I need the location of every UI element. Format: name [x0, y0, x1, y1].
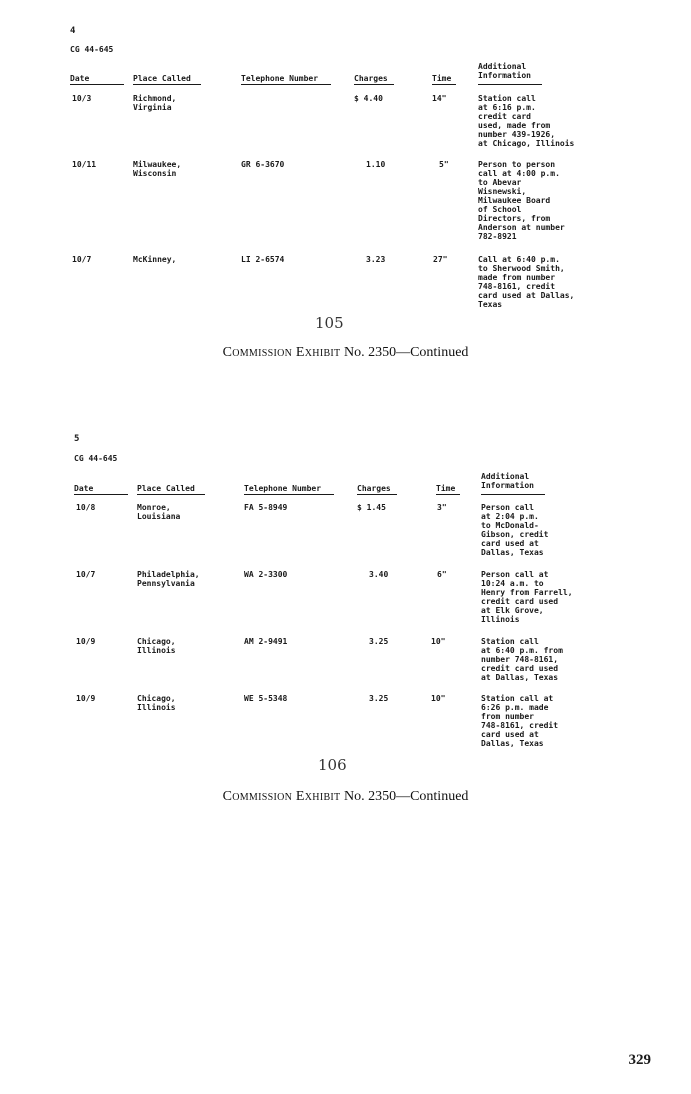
caption-continued: No. 2350—Continued [340, 789, 469, 804]
cell-charges: $ 1.45 [357, 503, 386, 512]
cell-date: 10/9 [76, 694, 96, 703]
cell-charges: 3.25 [369, 694, 389, 703]
cell-date: 10/9 [76, 637, 96, 646]
rule [241, 84, 331, 85]
rule [481, 494, 545, 495]
rule [70, 84, 124, 85]
header-place: Place Called [133, 74, 191, 83]
cell-phone: GR 6-3670 [241, 160, 285, 169]
cell-charges: 3.40 [369, 570, 389, 579]
cell-time: 10" [431, 637, 446, 646]
header-place: Place Called [137, 484, 195, 493]
cell-date: 10/11 [72, 160, 97, 169]
caption-title: Commission Exhibit [222, 345, 341, 360]
cell-phone: WE 5-5348 [244, 694, 288, 703]
caption-continued: No. 2350—Continued [340, 345, 469, 360]
cell-time: 6" [437, 570, 447, 579]
header-charges: Charges [357, 484, 391, 493]
cell-info: Call at 6:40 p.m. to Sherwood Smith, made from number 748-8161, credit card used at Dallas, Texas [478, 255, 575, 309]
rule [354, 84, 394, 85]
page-number: 5 [74, 434, 80, 444]
cell-place: Chicago, Illinois [137, 637, 176, 655]
cell-phone: WA 2-3300 [244, 570, 288, 579]
file-number: CG 44-645 [70, 45, 114, 54]
cell-phone: AM 2-9491 [244, 637, 288, 646]
cell-time: 14" [432, 94, 447, 103]
rule [133, 84, 201, 85]
stamped-page-number: 105 [315, 314, 344, 332]
rule [478, 84, 542, 85]
cell-info: Station call at 6:40 p.m. from number 748-8161, credit card used at Dallas, Texas [481, 637, 563, 682]
rule [244, 494, 334, 495]
cell-charges: $ 4.40 [354, 94, 383, 103]
header-time: Time [436, 484, 456, 493]
cell-place: Richmond, Virginia [133, 94, 177, 112]
cell-info: Person to person call at 4:00 p.m. to Abevar Wisnewski, Milwaukee Board of School Directors, from Anderson at number 782-8921 [478, 160, 565, 241]
cell-place: Milwaukee, Wisconsin [133, 160, 182, 178]
cell-date: 10/7 [72, 255, 92, 264]
rule [432, 84, 456, 85]
header-phone: Telephone Number [241, 74, 319, 83]
header-date: Date [70, 74, 90, 83]
cell-info: Person call at 10:24 a.m. to Henry from Farrell, credit card used at Elk Grove, Illinois [481, 570, 573, 624]
header-info: Additional Information [478, 62, 531, 80]
rule [74, 494, 128, 495]
cell-info: Station call at 6:16 p.m. credit card used, made from number 439-1926, at Chicago, Illinois [478, 94, 575, 148]
cell-place: Chicago, Illinois [137, 694, 176, 712]
file-number: CG 44-645 [74, 454, 118, 463]
cell-phone: LI 2-6574 [241, 255, 285, 264]
header-date: Date [74, 484, 94, 493]
cell-time: 27" [433, 255, 448, 264]
folio-page-number: 329 [628, 1052, 651, 1068]
cell-time: 3" [437, 503, 447, 512]
cell-date: 10/8 [76, 503, 96, 512]
cell-place: McKinney, [133, 255, 177, 264]
cell-place: Monroe, Louisiana [137, 503, 181, 521]
header-time: Time [432, 74, 452, 83]
cell-time: 5" [439, 160, 449, 169]
rule [357, 494, 397, 495]
page-number: 4 [70, 26, 76, 36]
cell-charges: 1.10 [366, 160, 386, 169]
cell-place: Philadelphia, Pennsylvania [137, 570, 200, 588]
header-phone: Telephone Number [244, 484, 322, 493]
cell-info: Station call at 6:26 p.m. made from number 748-8161, credit card used at Dallas, Texas [481, 694, 559, 748]
exhibit-caption [0, 345, 691, 361]
cell-info: Person call at 2:04 p.m. to McDonald- Gibson, credit card used at Dallas, Texas [481, 503, 549, 557]
cell-charges: 3.25 [369, 637, 389, 646]
cell-phone: FA 5-8949 [244, 503, 288, 512]
cell-date: 10/3 [72, 94, 92, 103]
rule [436, 494, 460, 495]
cell-time: 10" [431, 694, 446, 703]
stamped-page-number: 106 [318, 756, 347, 774]
rule [137, 494, 205, 495]
cell-date: 10/7 [76, 570, 96, 579]
header-info: Additional Information [481, 472, 534, 490]
caption-title: Commission Exhibit [222, 789, 341, 804]
exhibit-caption [0, 789, 691, 805]
cell-charges: 3.23 [366, 255, 386, 264]
header-charges: Charges [354, 74, 388, 83]
